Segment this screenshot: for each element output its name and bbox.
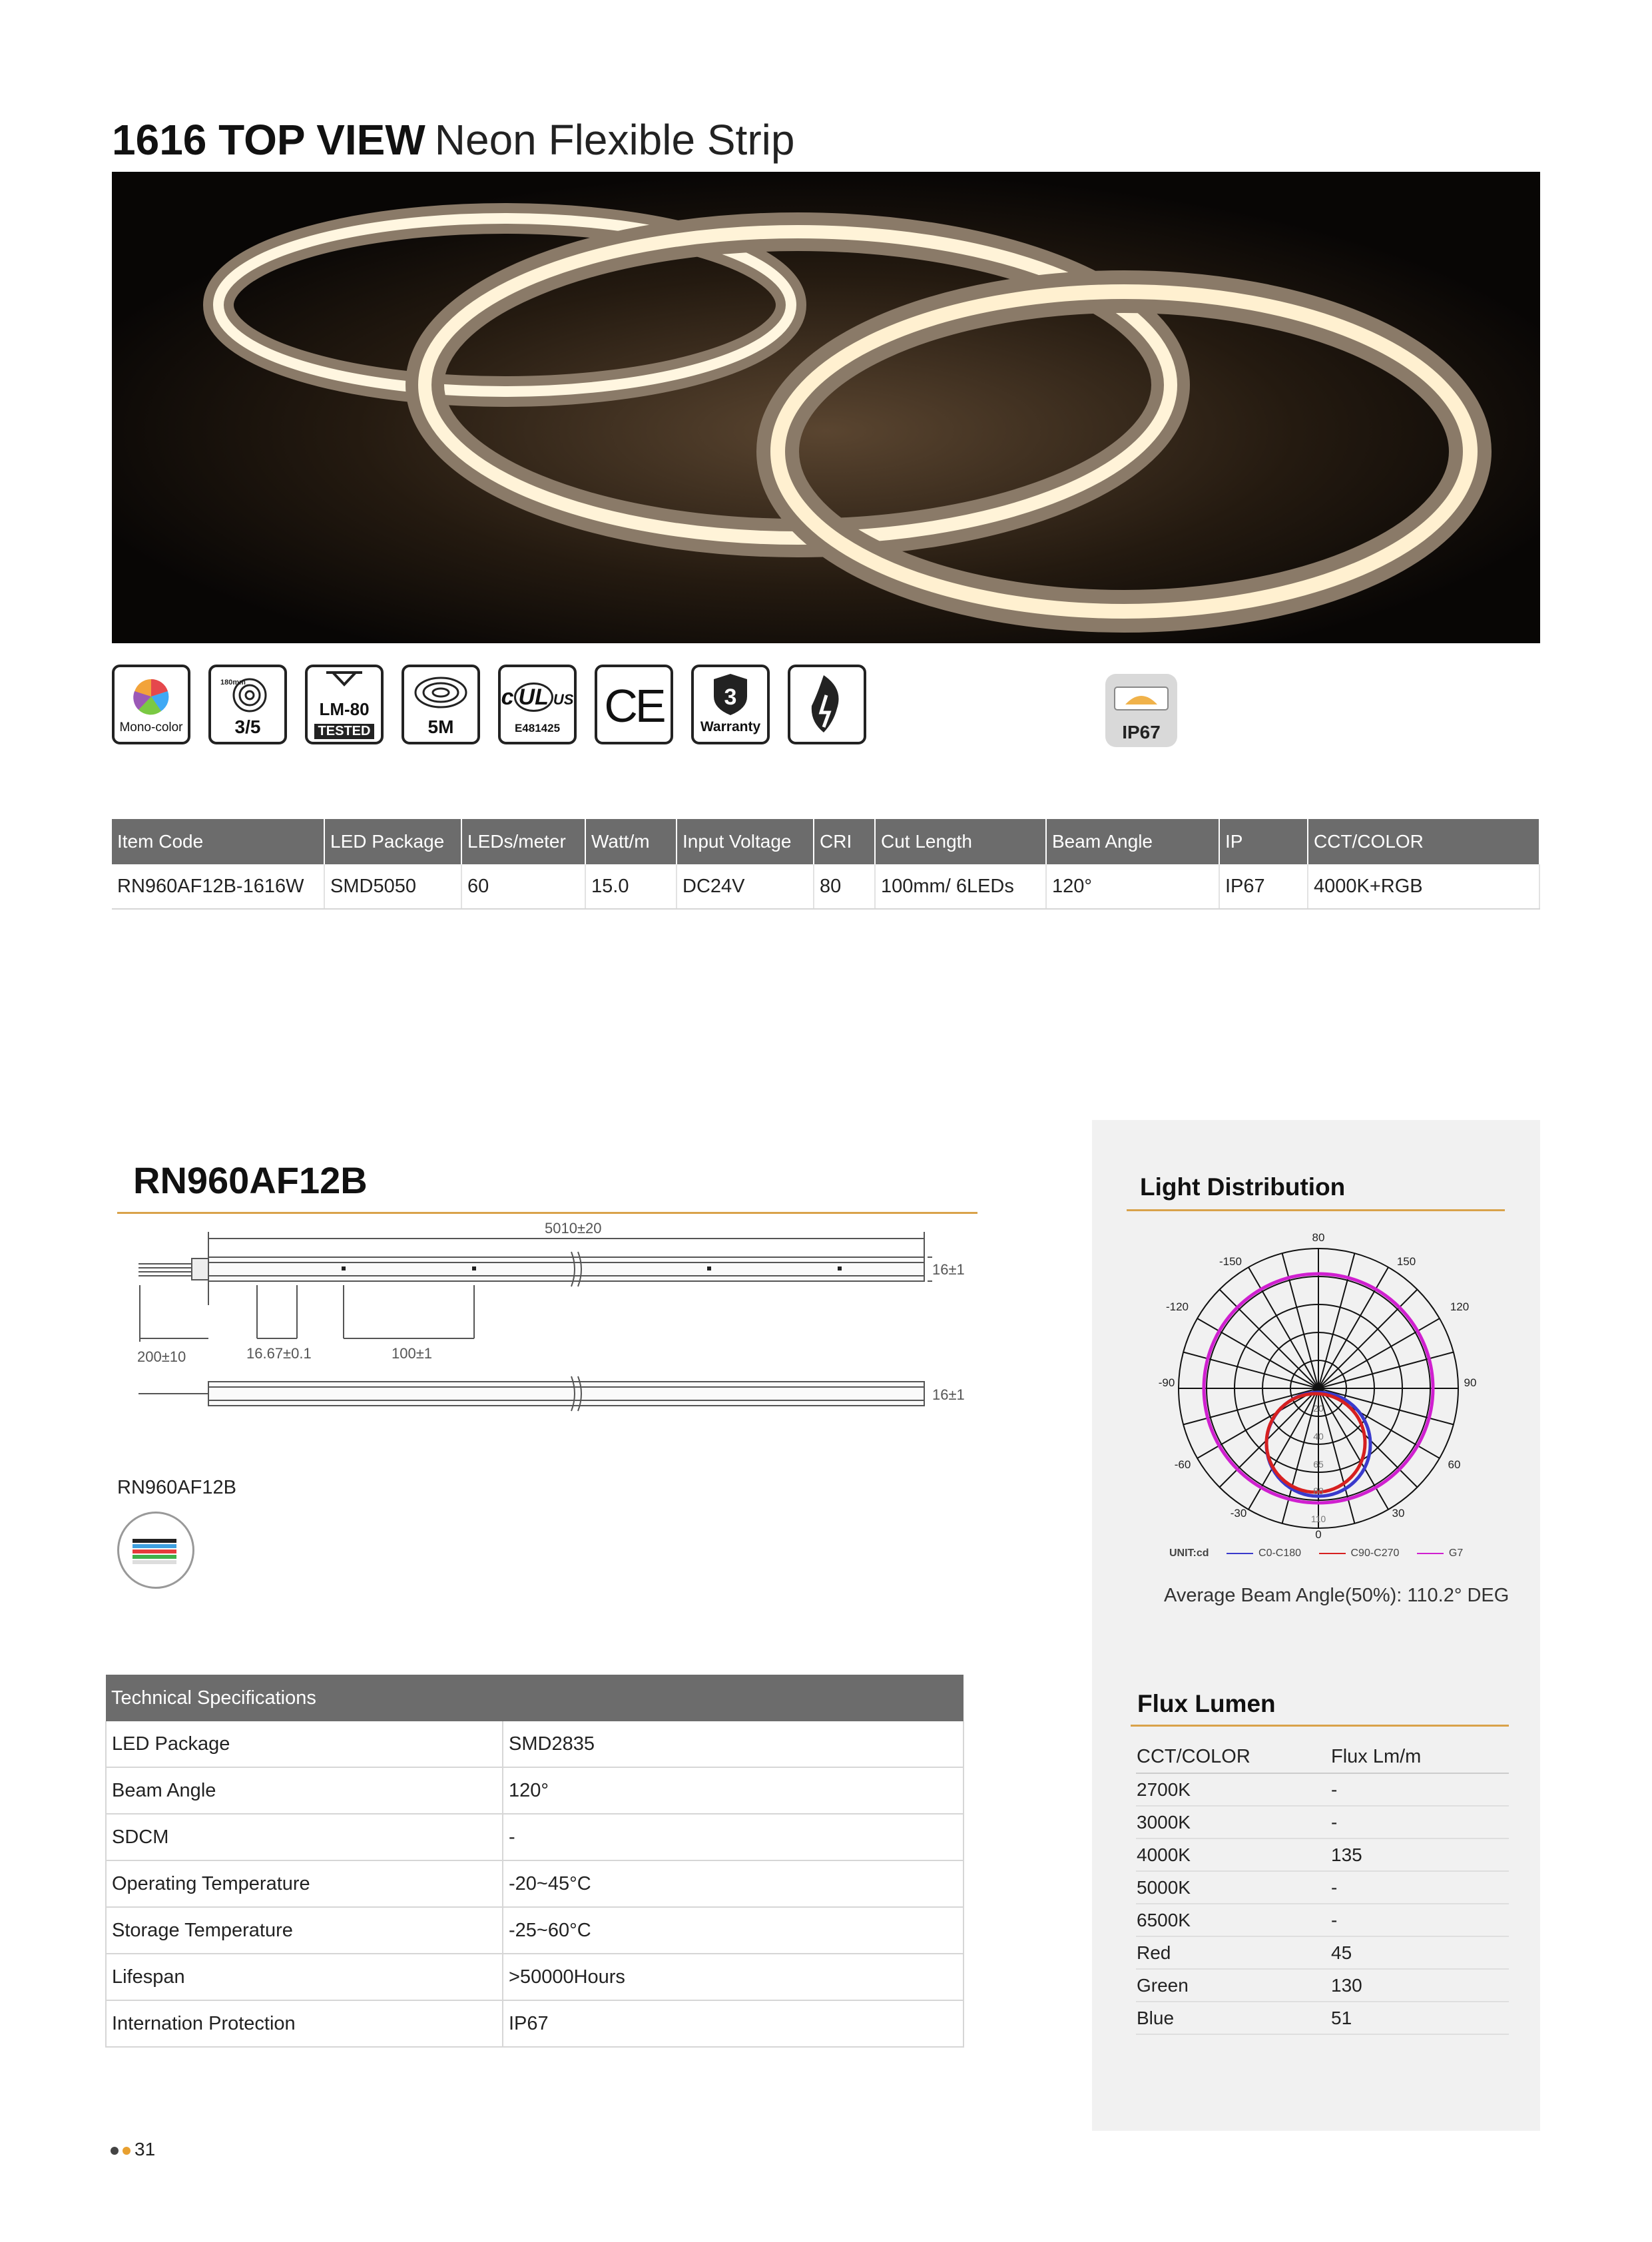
dim-height-2: 16±1 [932, 1386, 965, 1403]
technical-specifications-table [105, 1675, 964, 2048]
radial-88: 88 [1313, 1486, 1324, 1496]
dim-height-1: 16±1 [932, 1261, 965, 1278]
ts-key: LED Package [106, 1721, 503, 1767]
cell-cri: 80 [814, 864, 875, 909]
ts-value: >50000Hours [503, 1954, 964, 2000]
model-title-rule [117, 1212, 977, 1214]
flux-th-lm: Flux Lm/m [1330, 1741, 1509, 1773]
page-number: 31 [135, 2139, 156, 2159]
ts-value: SMD2835 [503, 1721, 964, 1767]
lm80-label: TESTED [314, 724, 374, 739]
ul-label: E481425 [514, 722, 561, 734]
ip67-badge [1105, 674, 1177, 747]
dim-pitch: 16.67±0.1 [246, 1345, 312, 1362]
flux-value: 135 [1330, 1838, 1509, 1871]
radial-110: 110 [1310, 1514, 1326, 1524]
radial-20: 20 [1313, 1403, 1324, 1414]
footer-dot-dark [111, 2147, 119, 2155]
bend-label: 3/5 [234, 716, 261, 737]
flux-row [1136, 1969, 1509, 2002]
cell-cut-length: 100mm/ 6LEDs [875, 864, 1046, 909]
angle-br: 30 [1392, 1507, 1405, 1520]
th-cri: CRI [814, 819, 875, 864]
polar-spoke [1318, 1290, 1418, 1389]
ce-icon [595, 665, 673, 744]
th-cut-length: Cut Length [875, 819, 1046, 864]
th-led-package: LED Package [324, 819, 461, 864]
title-bold: 1616 TOP VIEW [112, 116, 425, 164]
ul-us: US [553, 691, 574, 708]
th-ip: IP [1219, 819, 1308, 864]
flux-cct: 3000K [1136, 1806, 1330, 1838]
ts-value: IP67 [503, 2000, 964, 2047]
ts-row [106, 1767, 964, 1814]
page-title [112, 110, 794, 170]
flux-value: - [1330, 1773, 1509, 1806]
flux-cct: 6500K [1136, 1904, 1330, 1936]
cell-led-package: SMD5050 [324, 864, 461, 909]
flux-th-cct: CCT/COLOR [1136, 1741, 1330, 1773]
ts-row [106, 1954, 964, 2000]
flux-value: 45 [1330, 1936, 1509, 1969]
flux-row [1136, 1838, 1509, 1871]
flux-cct: Blue [1136, 2002, 1330, 2034]
ts-value: -20~45°C [503, 1860, 964, 1907]
legend-s3: G7 [1448, 1547, 1464, 1559]
warranty-label: Warranty [700, 719, 761, 734]
angle-bottom: 0 [1315, 1528, 1322, 1541]
flux-lumen-title: Flux Lumen [1137, 1690, 1276, 1717]
ip67-label: IP67 [1122, 722, 1161, 742]
angle-tr: 150 [1396, 1255, 1416, 1268]
cell-ip: IP67 [1219, 864, 1308, 909]
ts-key: Operating Temperature [106, 1860, 503, 1907]
lm80-icon [305, 665, 384, 744]
ts-key: SDCM [106, 1814, 503, 1860]
flux-value: - [1330, 1904, 1509, 1936]
th-cct: CCT/COLOR [1308, 819, 1539, 864]
polar-spoke [1318, 1388, 1418, 1488]
flux-row [1136, 1806, 1509, 1838]
mono-color-icon [112, 665, 190, 744]
flux-value: - [1330, 1871, 1509, 1904]
bend-icon [208, 665, 287, 744]
ts-key: Storage Temperature [106, 1907, 503, 1954]
ts-value: 120° [503, 1767, 964, 1814]
cell-cct: 4000K+RGB [1308, 864, 1539, 909]
model-title: RN960AF12B [133, 1159, 368, 1201]
ts-row [106, 1814, 964, 1860]
ts-value: - [503, 1814, 964, 1860]
flux-cct: 5000K [1136, 1871, 1330, 1904]
reel-icon [402, 665, 480, 744]
flux-cct: Green [1136, 1969, 1330, 2002]
ce-mark: CE [604, 680, 664, 732]
th-watt: Watt/m [585, 819, 677, 864]
th-item-code: Item Code [112, 819, 324, 864]
legend-s2: C90-C270 [1350, 1547, 1400, 1559]
light-distribution-rule [1127, 1209, 1505, 1211]
flux-row [1136, 1773, 1509, 1806]
light-distribution-title: Light Distribution [1140, 1173, 1346, 1201]
title-subtitle: Neon Flexible Strip [434, 116, 795, 164]
ts-title: Technical Specifications [106, 1675, 964, 1721]
beam-angle-text: Average Beam Angle(50%): 110.2° DEG [1164, 1585, 1510, 1606]
angle-r2: 90 [1464, 1376, 1477, 1389]
bend-size-label: 180mm [220, 679, 246, 687]
legend-swatch-1 [1227, 1553, 1253, 1554]
wire-label: RN960AF12B [117, 1477, 236, 1498]
dim-cut: 100±1 [392, 1345, 433, 1362]
legend-s1: C0-C180 [1258, 1547, 1302, 1559]
polar-spoke [1197, 1318, 1318, 1388]
angle-top: 80 [1312, 1231, 1325, 1244]
warranty-years: 3 [724, 685, 737, 710]
flux-value: - [1330, 1806, 1509, 1838]
ts-key: Internation Protection [106, 2000, 503, 2047]
polar-spoke [1197, 1388, 1318, 1458]
flux-value: 51 [1330, 2002, 1509, 2034]
flame-icon [788, 665, 866, 744]
dim-length: 5010±20 [545, 1220, 602, 1237]
product-spec-table [112, 819, 1540, 910]
footer-dot-orange [123, 2147, 131, 2155]
polar-legend [1169, 1547, 1463, 1559]
legend-swatch-3 [1417, 1553, 1444, 1554]
ul-icon [498, 665, 577, 744]
warranty-icon [691, 665, 770, 744]
th-leds-meter: LEDs/meter [461, 819, 585, 864]
ts-row [106, 1721, 964, 1767]
th-beam-angle: Beam Angle [1046, 819, 1219, 864]
flux-cct: 2700K [1136, 1773, 1330, 1806]
spec-header-row [112, 819, 1539, 864]
flux-row [1136, 1871, 1509, 1904]
flux-lumen-table [1136, 1741, 1509, 2035]
dimension-drawing [112, 1219, 991, 1472]
radial-40: 40 [1313, 1431, 1324, 1442]
ts-key: Beam Angle [106, 1767, 503, 1814]
polar-spoke [1318, 1267, 1388, 1388]
flux-value: 130 [1330, 1969, 1509, 2002]
angle-l2: -90 [1158, 1376, 1175, 1389]
wire-diagram [117, 1512, 194, 1589]
reel-label: 5M [427, 716, 454, 737]
ts-value: -25~60°C [503, 1907, 964, 1954]
flux-row [1136, 1936, 1509, 1969]
ts-row [106, 2000, 964, 2047]
lm80-title: LM-80 [319, 699, 370, 719]
dim-lead: 200±10 [137, 1348, 186, 1365]
legend-swatch-2 [1319, 1553, 1346, 1554]
spec-row [112, 864, 1539, 909]
th-input-voltage: Input Voltage [677, 819, 814, 864]
polar-spoke [1248, 1267, 1318, 1388]
mono-color-label: Mono-color [119, 720, 183, 734]
flux-row [1136, 1904, 1509, 1936]
polar-diagram [1132, 1219, 1505, 1571]
radial-65: 65 [1313, 1459, 1324, 1470]
angle-r3: 60 [1448, 1458, 1461, 1471]
product-photo [112, 172, 1540, 643]
angle-l3: -60 [1174, 1458, 1191, 1471]
page-footer [111, 2139, 155, 2160]
angle-bl: -30 [1230, 1507, 1247, 1520]
cell-input-voltage: DC24V [677, 864, 814, 909]
flux-cct: Red [1136, 1936, 1330, 1969]
angle-r1: 120 [1450, 1300, 1470, 1313]
ts-row [106, 1860, 964, 1907]
cell-beam-angle: 120° [1046, 864, 1219, 909]
angle-l1: -120 [1165, 1300, 1189, 1313]
flux-row [1136, 2002, 1509, 2034]
angle-tl: -150 [1219, 1255, 1242, 1268]
cell-item-code: RN960AF12B-1616W [112, 864, 324, 909]
ts-key: Lifespan [106, 1954, 503, 2000]
flux-cct: 4000K [1136, 1838, 1330, 1871]
flux-lumen-rule [1131, 1725, 1509, 1727]
polar-spoke [1220, 1388, 1319, 1488]
polar-spoke [1318, 1318, 1440, 1388]
ul-mark: c UL US [501, 685, 574, 710]
polar-spoke [1220, 1290, 1319, 1389]
cell-leds-meter: 60 [461, 864, 585, 909]
ts-row [106, 1907, 964, 1954]
legend-unit: UNIT:cd [1169, 1547, 1209, 1559]
cell-watt: 15.0 [585, 864, 677, 909]
